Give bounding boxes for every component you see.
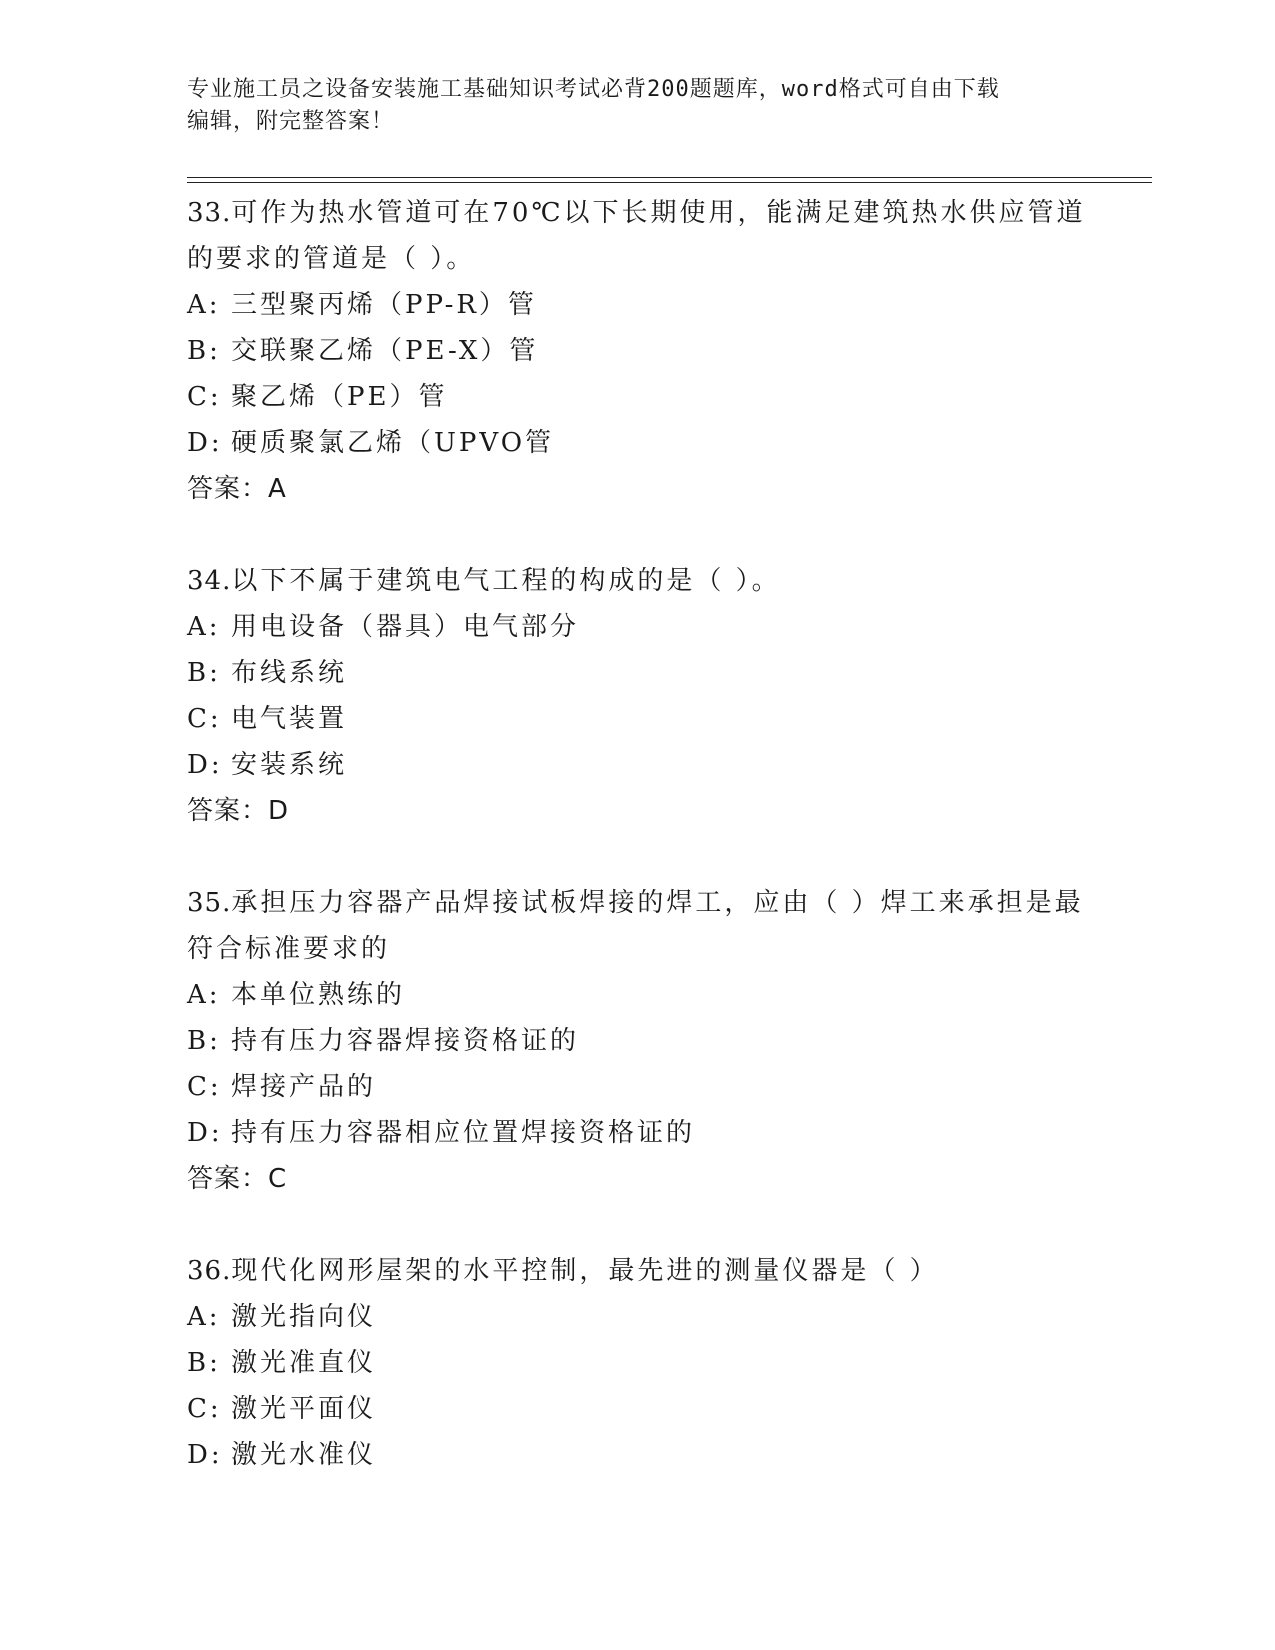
- question-body: 可作为热水管道可在70℃以下长期使用，能满足建筑热水供应管道的要求的管道是（ ）。: [187, 198, 1086, 274]
- option-letter: A:: [187, 980, 221, 1010]
- option-b: [187, 1018, 1087, 1064]
- option-text: 电气装置: [231, 704, 348, 734]
- option-text: 安装系统: [231, 750, 348, 780]
- header-divider-top: [187, 177, 1152, 178]
- option-letter: A:: [187, 1302, 221, 1332]
- option-text: 激光平面仪: [231, 1394, 377, 1424]
- option-text: 聚乙烯（PE）管: [231, 382, 448, 412]
- question-body: 现代化网形屋架的水平控制，最先进的测量仪器是（ ）: [231, 1256, 939, 1286]
- option-text: 激光水准仪: [231, 1440, 377, 1470]
- option-letter: C:: [187, 1072, 222, 1102]
- question-number: 34.: [187, 566, 232, 596]
- option-letter: B:: [187, 1026, 221, 1056]
- option-text: 激光指向仪: [231, 1302, 377, 1332]
- question-text: [187, 880, 1087, 972]
- document-header: [187, 74, 1087, 138]
- option-c: [187, 1386, 1087, 1432]
- answer-line: 答案：A: [187, 474, 287, 504]
- option-text: 硬质聚氯乙烯（UPVO管: [231, 428, 555, 458]
- option-d: [187, 1110, 1087, 1156]
- header-line-2: 编辑，附完整答案！: [187, 109, 395, 134]
- question-number: 33.: [187, 198, 232, 228]
- option-d: [187, 1432, 1087, 1478]
- question-text: [187, 1248, 1087, 1294]
- option-letter: D:: [187, 428, 223, 458]
- option-letter: C:: [187, 382, 222, 412]
- option-text: 布线系统: [231, 658, 348, 688]
- option-text: 用电设备（器具）电气部分: [231, 612, 580, 642]
- question-33: [187, 190, 1087, 512]
- option-letter: B:: [187, 658, 221, 688]
- option-letter: D:: [187, 1440, 223, 1470]
- question-34: [187, 558, 1087, 834]
- option-a: [187, 1294, 1087, 1340]
- option-text: 三型聚丙烯（PP-R）管: [231, 290, 537, 320]
- question-number: 35.: [187, 888, 232, 918]
- question-text: [187, 190, 1087, 282]
- option-a: [187, 972, 1087, 1018]
- question-text: [187, 558, 1087, 604]
- question-body: 承担压力容器产品焊接试板焊接的焊工，应由（ ）焊工来承担是最符合标准要求的: [187, 888, 1084, 964]
- option-b: [187, 650, 1087, 696]
- option-c: [187, 696, 1087, 742]
- option-letter: A:: [187, 290, 221, 320]
- option-letter: B:: [187, 1348, 221, 1378]
- option-b: [187, 328, 1087, 374]
- question-35: [187, 880, 1087, 1202]
- option-letter: D:: [187, 1118, 223, 1148]
- option-text: 交联聚乙烯（PE-X）管: [231, 336, 539, 366]
- question-number: 36.: [187, 1256, 232, 1286]
- header-divider-bottom: [187, 182, 1152, 183]
- answer-line: 答案：D: [187, 796, 290, 826]
- question-36: [187, 1248, 1087, 1478]
- option-text: 持有压力容器焊接资格证的: [231, 1026, 580, 1056]
- option-letter: B:: [187, 336, 221, 366]
- option-d: [187, 420, 1087, 466]
- option-a: [187, 604, 1087, 650]
- option-letter: C:: [187, 1394, 222, 1424]
- option-a: [187, 282, 1087, 328]
- question-list: [187, 190, 1087, 1524]
- option-b: [187, 1340, 1087, 1386]
- option-text: 本单位熟练的: [231, 980, 406, 1010]
- option-letter: D:: [187, 750, 223, 780]
- option-text: 激光准直仪: [231, 1348, 377, 1378]
- option-text: 焊接产品的: [231, 1072, 377, 1102]
- question-body: 以下不属于建筑电气工程的构成的是（ ）。: [231, 566, 781, 596]
- header-line-1: 专业施工员之设备安装施工基础知识考试必背200题题库，word格式可自由下载: [187, 77, 1000, 102]
- option-c: [187, 1064, 1087, 1110]
- option-c: [187, 374, 1087, 420]
- option-d: [187, 742, 1087, 788]
- answer-line: 答案：C: [187, 1164, 288, 1194]
- option-letter: C:: [187, 704, 222, 734]
- option-letter: A:: [187, 612, 221, 642]
- option-text: 持有压力容器相应位置焊接资格证的: [231, 1118, 696, 1148]
